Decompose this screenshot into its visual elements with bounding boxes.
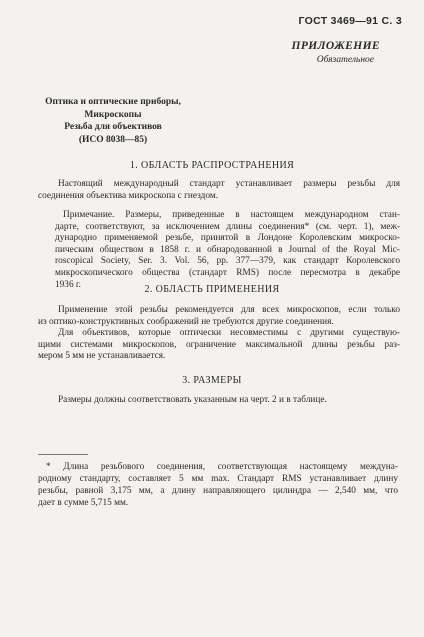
text-line: дает в сумме 5,715 мм.	[38, 498, 129, 508]
text-line: резьбы, равной 3,175 мм, а длину направляющего цилиндра — 2,540 мм, что	[38, 486, 398, 496]
footnote	[38, 461, 398, 509]
text-line: Применение этой резьбы рекомендуется для всех микроскопов, если только	[58, 305, 400, 315]
document-title	[33, 96, 193, 146]
section-3-heading: 3. РАЗМЕРЫ	[182, 375, 242, 386]
text-line: Примечание. Размеры, приведенные в настоящем международном стан-	[63, 210, 400, 220]
text-line: Для объективов, которые оптически несовместимы с другими существую-	[58, 328, 400, 338]
text-line: Размеры должны соответствовать указанным на черт. 2 и в таблице.	[58, 395, 327, 405]
text-line: Настоящий международный стандарт устанавливает размеры резьбы для	[58, 179, 400, 189]
footnote-divider	[38, 454, 88, 455]
section-1-paragraph	[38, 179, 400, 202]
title-line-2: Микроскопы	[84, 109, 142, 120]
text-line: дарте, соответствуют, за исключением длины соединения* (см. черт. 1), меж-	[55, 221, 400, 232]
text-line: мером 5 мм не устанавливается.	[38, 351, 166, 362]
section-2-paragraph-1	[38, 305, 400, 328]
title-line-4: (ИСО 8038—85)	[78, 134, 148, 145]
section-2-heading: 2. ОБЛАСТЬ ПРИМЕНЕНИЯ	[144, 284, 280, 295]
text-line: из оптико-конструктивных соображений не требуются другие соединения.	[38, 316, 334, 327]
section-1-heading: 1. ОБЛАСТЬ РАСПРОСТРАНЕНИЯ	[129, 160, 295, 171]
section-2-paragraph-2	[38, 328, 400, 363]
text-line: дународно применяемой резьбе, принятой в Лондоне Королевским микроско-	[55, 233, 400, 244]
title-line-3: Резьба для объективов	[64, 122, 162, 133]
text-line: микроскопического общества (стандарт RMS) после пересмотра в декабре	[55, 267, 400, 278]
standard-reference: ГОСТ 3469—91 С. 3	[298, 15, 402, 27]
text-line: roscopical Society, Ser. 3. Vol. 56, pp. 377—379, как стандарт Королевского	[55, 256, 400, 267]
text-line: родному стандарту, составляет 5 мм max. Стандарт RMS устанавливает длину	[38, 474, 398, 484]
appendix-subtitle: Обязательное	[316, 55, 374, 65]
section-1-note	[55, 210, 400, 291]
section-3-paragraph	[38, 395, 400, 407]
text-line: пическим обществом в 1858 г. и обнародованной в Journal of the Royal Mic-	[55, 244, 400, 255]
text-line: 1936 г.	[55, 279, 82, 290]
text-line: щими системами микроскопов, ограничение максимальной длины резьбы раз-	[38, 339, 400, 350]
text-line: * Длина резьбового соединения, соответствующая настоящему междуна-	[46, 462, 398, 472]
text-line: соединения объектива микроскопа с гнездом.	[38, 190, 219, 201]
title-line-1: Оптика и оптические приборы,	[45, 97, 181, 107]
appendix-title: ПРИЛОЖЕНИЕ	[291, 40, 380, 52]
